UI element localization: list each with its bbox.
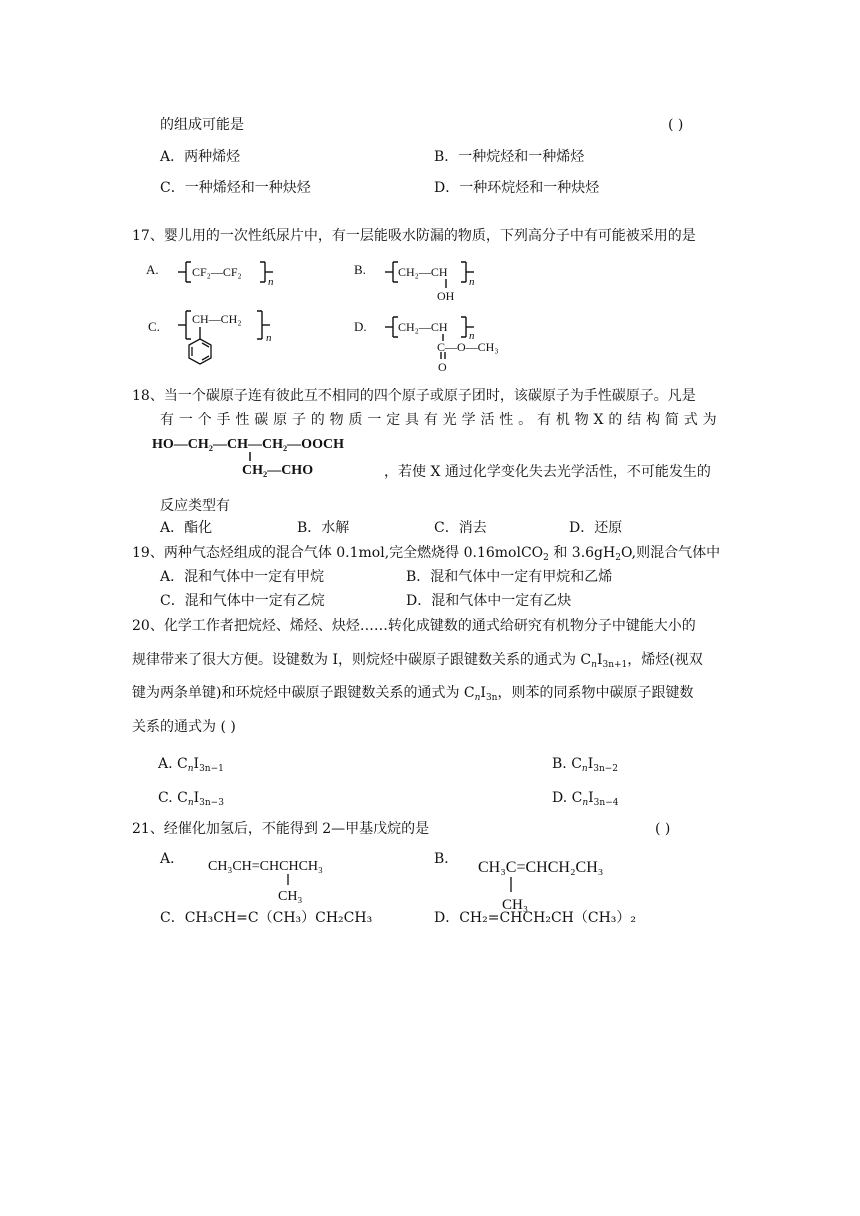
- q16-option-a: A．两种烯烃: [160, 149, 241, 165]
- q17-b-formula: CH₂—CH: [398, 265, 448, 279]
- q16-option-c: C．一种烯烃和一种炔烃: [160, 180, 311, 196]
- q18-formula-main: HO—CH₂—CH—CH₂—OOCH: [152, 437, 344, 452]
- q18-line-2: 有 一 个 手 性 碳 原 子 的 物 质 一 定 具 有 光 学 活 性 。 有 机 物 X 的 结 构 简 式 为: [160, 412, 717, 428]
- q19-stem: 19、两种气态烃组成的混合气体 0.1mol,完全燃烧得 0.16molCO$_2$ 和 $3.6gH_2O$,则混合气体中: [132, 545, 721, 563]
- q21-b-methyl: CH₃: [502, 897, 529, 913]
- q18-line-3: ，若使 X 通过化学变化失去光学活性，不可能发生的: [384, 464, 711, 480]
- q19-option-b: B．混和气体中一定有甲烷和乙烯: [406, 569, 613, 585]
- q20-option-b: B. $C_nI_{3n-2}$: [552, 756, 619, 774]
- q16-stem-tail: 的组成可能是: [160, 117, 244, 133]
- q20-line-2: 规律带来了很大方便。设键数为 I，则烷烃中碳原子跟键数关系的通式为 $C_nI_{3n+1}$，烯烃(视双: [132, 652, 703, 670]
- q17-d-carbonyl-o: O: [438, 360, 447, 374]
- q17-b-n: n: [469, 276, 475, 288]
- q17-label-c: C.: [148, 319, 160, 334]
- q21-option-c: C．CH₃CH=C（CH₃）CH₂CH₃: [160, 910, 373, 926]
- q17-label-a: A.: [146, 262, 159, 277]
- q17-d-n: n: [469, 330, 475, 342]
- q21-option-d: D．CH₂=CHCH₂CH（CH₃）₂: [434, 910, 637, 926]
- q18-line-1: 18、当一个碳原子连有彼此互不相同的四个原子或原子团时，该碳原子为手性碳原子。凡是: [132, 388, 696, 404]
- q17-structures: [140, 255, 760, 375]
- q21-stem: 21、经催化加氢后，不能得到 2—甲基戊烷的是: [132, 821, 430, 837]
- q18-structure: [152, 432, 392, 482]
- q17-b-oh: OH: [437, 289, 455, 303]
- q17-label-b: B.: [354, 262, 366, 277]
- q16-option-b: B．一种烷烃和一种烯烃: [434, 149, 585, 165]
- q16-answer-paren: ( ): [668, 117, 684, 133]
- q17-d-formula: CH₂—CH: [398, 320, 448, 334]
- q21-a-main: CH₃CH=CHCHCH₃: [208, 859, 323, 874]
- q21-option-b-label: B．: [434, 851, 459, 867]
- q18-formula-branch: CH₂—CHO: [242, 463, 314, 478]
- q18-line-4: 反应类型有: [160, 498, 230, 514]
- q20-line-3: 键为两条单键)和环烷烃中碳原子跟键数关系的通式为 $C_nI_{3n}$，则苯的同系物中碳原子跟键数: [132, 685, 694, 703]
- q19-option-d: D．混和气体中一定有乙炔: [406, 593, 572, 609]
- q18-option-a: A．酯化: [160, 520, 213, 536]
- q19-option-c: C．混和气体中一定有乙烷: [160, 593, 325, 609]
- q20-line-4: 关系的通式为 ( ): [132, 719, 236, 735]
- q17-a-formula: CF₂—CF₂: [192, 265, 242, 279]
- q20-option-a: A. $C_nI_{3n-1}$: [158, 756, 224, 774]
- q20-option-d: D. $C_nI_{3n-4}$: [552, 790, 619, 808]
- q16-option-d: D．一种环烷烃和一种炔烃: [434, 180, 600, 196]
- q20-option-c: C. $C_nI_{3n-3}$: [158, 790, 224, 808]
- q21-a-methyl: CH₃: [278, 889, 303, 904]
- q18-option-d: D．还原: [569, 520, 623, 536]
- q20-line-1: 20、化学工作者把烷烃、烯烃、炔烃……转化成键数的通式给研究有机物分子中键能大小的: [132, 618, 696, 634]
- q21-b-main: CH₃C=CHCH₂CH₃: [478, 859, 604, 876]
- benzene-ring-icon: [189, 339, 211, 364]
- q19-option-a: A．混和气体中一定有甲烷: [160, 569, 325, 585]
- q18-option-c: C．消去: [434, 520, 487, 536]
- q21-option-a-label: A．: [160, 851, 185, 867]
- q17-a-n: n: [268, 276, 274, 288]
- q17-stem: 17、婴儿用的一次性纸尿片中，有一层能吸水防漏的物质，下列高分子中有可能被采用的是: [132, 228, 696, 244]
- q21-answer-paren: ( ): [655, 821, 671, 837]
- q17-c-formula: CH—CH₂: [192, 312, 242, 326]
- q21-option-b-structure: [478, 852, 658, 914]
- q17-c-n: n: [266, 332, 272, 344]
- q17-d-ester: C—O—CH₃: [437, 340, 499, 354]
- q21-option-a-structure: [208, 852, 368, 904]
- q18-option-b: B．水解: [297, 520, 350, 536]
- q17-label-d: D.: [354, 319, 367, 334]
